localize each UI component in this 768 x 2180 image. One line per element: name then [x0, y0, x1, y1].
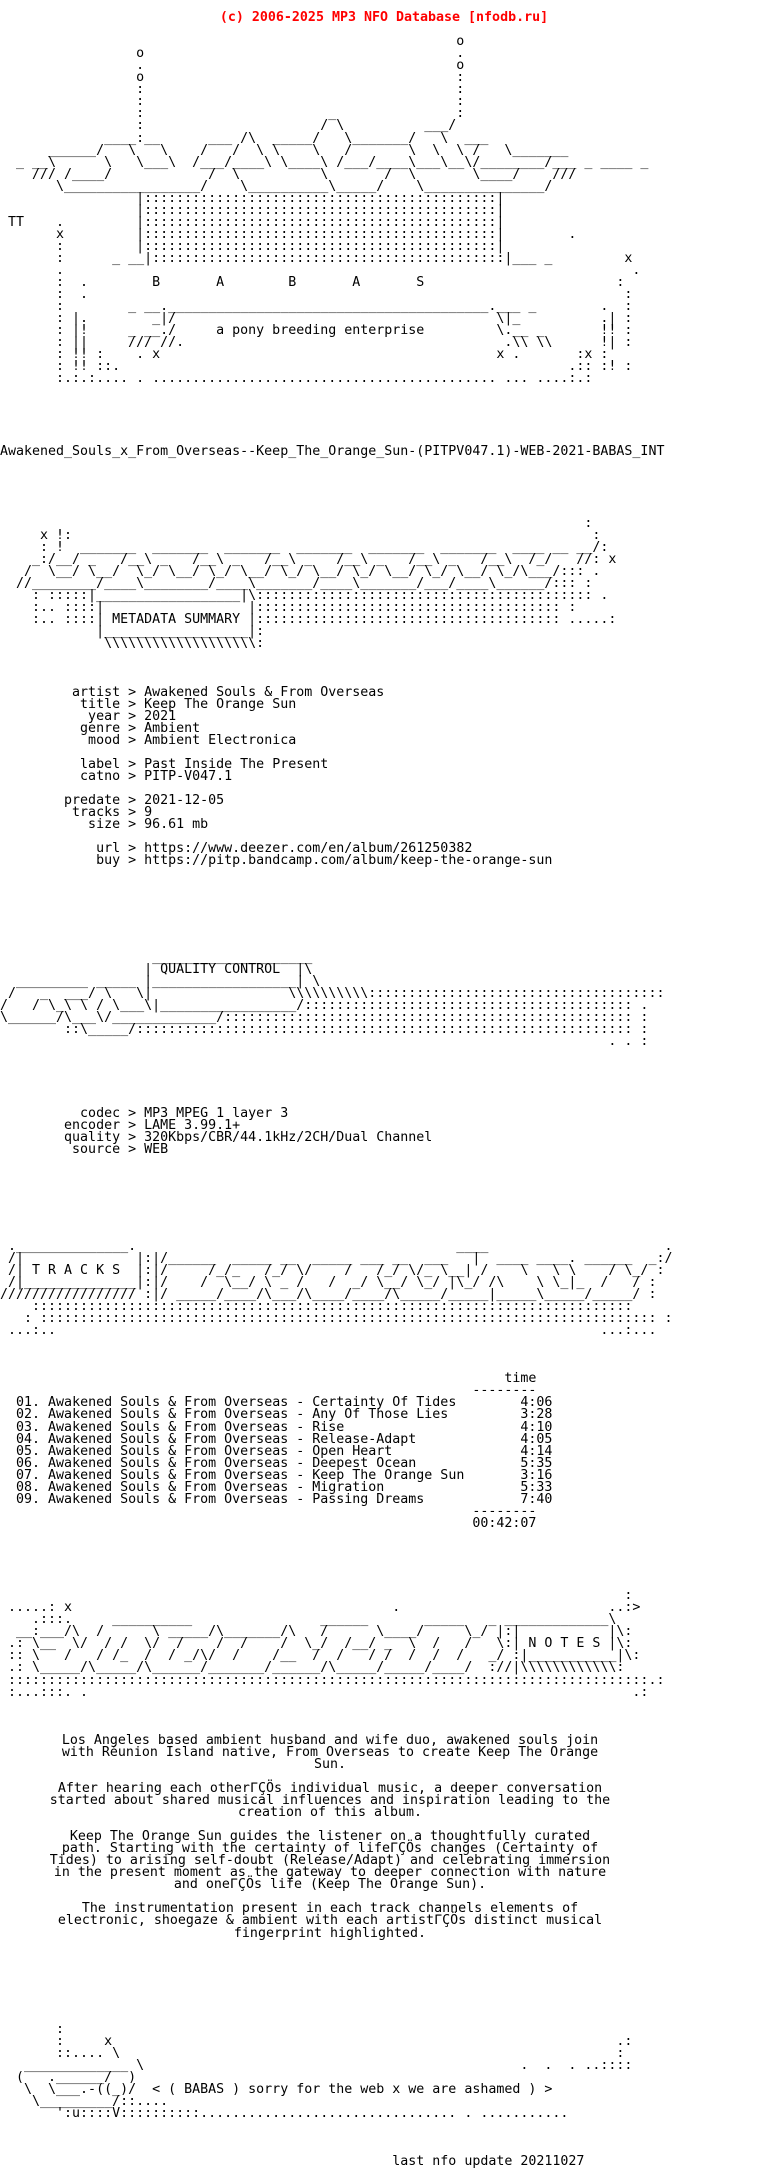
quality-key: quality > — [0, 1130, 145, 1146]
track-title: Awakened Souls & From Overseas - Any Of Those Lies — [48, 1407, 489, 1423]
notes-gap — [0, 1819, 768, 1831]
metadata-summary-banner — [0, 518, 768, 651]
logo-art-line: : : — [0, 94, 465, 110]
tracks-art-line: /|______________|:|/ / \__/ \ _ / / _/ \__/ \_/ |\_/ /\ \ \_|_ / / : — [0, 1274, 657, 1290]
tracks-art-line: .______________. ____ . — [0, 1238, 673, 1254]
metadata-value: https://pitp.bandcamp.com/album/keep-the-orange-sun — [144, 853, 553, 869]
footer-art-line: \_________/::.... — [0, 2094, 169, 2110]
logo-art-line: : _ __.________________________________________.___ _ . : — [0, 299, 633, 315]
logo-art-line: : . : — [0, 287, 633, 303]
track-title: Awakened Souls & From Overseas - Certainty Of Tides — [48, 1395, 489, 1411]
metadata-art-line: :.. ::::| |:::::::::::::::::::::::::::::::::::::: : — [0, 600, 577, 616]
notes-banner — [0, 1590, 768, 1698]
notes-art-line: :...:::. . .: — [0, 1684, 649, 1700]
metadata-art-line: : — [0, 516, 593, 532]
logo-art-line: : |. _|/ \|_ .| : — [0, 311, 633, 327]
tracklist-total-time: 00:42:07 — [0, 1515, 537, 1531]
logo-art-line: o — [0, 34, 465, 50]
track-number: 08. — [0, 1479, 49, 1495]
quality-value: WEB — [144, 1142, 169, 1158]
notes-paragraph: The instrumentation present in each track channels elements of electronic, shoegaze & ambient with each artistΓÇÖs distinct musical fingerprint highlighted. — [57, 1901, 603, 1941]
track-time: 4:05 — [488, 1431, 553, 1447]
track-time: 3:16 — [488, 1467, 553, 1483]
footer-art-line: \ \___.-((_)/ < ( BABAS ) sorry for the web x we are ashamed ) > — [0, 2082, 553, 2098]
tracklist-divider: -------- — [0, 1383, 537, 1399]
logo-art-line: : . B A B A S : — [0, 275, 625, 291]
track-title: Awakened Souls & From Overseas - Migration — [48, 1479, 489, 1495]
logo-art-line: |::::::::::::::::::::::::::::::::::::::::::::| — [0, 202, 505, 218]
metadata-fields — [0, 684, 768, 869]
metadata-value: 2021 — [144, 708, 177, 724]
track-title: Awakened Souls & From Overseas - Open Heart — [48, 1443, 489, 1459]
track-number: 06. — [0, 1455, 49, 1471]
release-name: Awakened_Souls_x_From_Overseas--Keep_The_Orange_Sun-(PITPV047.1)-WEB-2021-BABAS_INT — [0, 443, 665, 459]
logo-art-line: ____:__ ___ /\ _____/ \_______/ \ ___ — [0, 130, 489, 146]
metadata-key: buy > — [0, 853, 145, 869]
tracks-art-line: /| T R A C K S |:|/ /_/_ /_/ \/ / /_/ \/_ \__| / \ \ \ / \_/ : — [0, 1262, 665, 1278]
logo-art-line: : _ : — [0, 106, 465, 122]
metadata-key: artist > — [0, 684, 145, 700]
last-update-text: last nfo update 20211027 — [0, 2154, 585, 2170]
metadata-value: https://www.deezer.com/en/album/261250382 — [144, 841, 473, 857]
logo-art-line: : !! : . x x . :x : — [0, 347, 609, 363]
logo-art-line: : || /// //. .\\ \\ !| : — [0, 335, 633, 351]
logo-art-line: TT . |::::::::::::::::::::::::::::::::::::::::::::| — [0, 214, 505, 230]
logo-art-line: : |! _ __./ a pony breeding enterprise \.__ _ !! : — [0, 323, 633, 339]
track-number: 04. — [0, 1431, 49, 1447]
metadata-key: label > — [0, 756, 145, 772]
quality-key: codec > — [0, 1106, 145, 1122]
metadata-key: mood > — [0, 732, 145, 748]
track-time: 4:14 — [488, 1443, 553, 1459]
quality-fields — [0, 1108, 768, 1156]
metadata-value: 2021-12-05 — [144, 793, 225, 809]
tracklist-divider: -------- — [0, 1503, 537, 1519]
track-title: Awakened Souls & From Overseas - Passing Dreams — [48, 1491, 489, 1507]
logo-art-line: _ __\ \ \___\ /___/____\ \____\ /___/____\___\__\/________/___ _ ____ _ — [0, 154, 649, 170]
metadata-art-line: _:/__/ _ /__\ _ /__\ _ /__\ _ /__\ _ /__\ _ /__\ /_/ //: x — [0, 552, 617, 568]
notes-art-line: : — [0, 1588, 633, 1604]
quality-key: encoder > — [0, 1118, 145, 1134]
metadata-value: Awakened Souls & From Overseas — [144, 684, 385, 700]
logo-art-line: : / \ ___/ — [0, 118, 457, 134]
track-time: 4:10 — [488, 1419, 553, 1435]
notes-art-line: __:___/\ / \ _____/\_______/\ / \____/ \_/ |:| |\: — [0, 1624, 633, 1640]
metadata-row — [0, 819, 768, 831]
tracks-art-line: ::::::::::::::::::::::::::::::::::::::::::::::::::::::::::::::::::::::::::: — [0, 1299, 641, 1315]
nfodb-copyright-header: (c) 2006-2025 MP3 NFO Database [nfodb.ru] — [219, 10, 549, 26]
quality-row — [0, 1144, 768, 1156]
quality-value: LAME 3.99.1+ — [144, 1118, 241, 1134]
metadata-key: catno > — [0, 769, 145, 784]
metadata-art-line: \\\\\\\\\\\\\\\\\\\: — [0, 636, 265, 652]
track-number: 02. — [0, 1407, 49, 1423]
quality-art-line: / / \_\ \ / \___\|_________________/::::::::::::::::::::::::::::::::::::::::: . — [0, 997, 649, 1013]
metadata-key: tracks > — [0, 805, 145, 821]
footer-art-line: ( .______/ ) — [0, 2070, 137, 2086]
quality-art-line: / _ ___/ \ \| \\\\\\\\\\::::::::::::::::::::::::::::::::::::: — [0, 985, 665, 1001]
notes-art-line: .:::. __________ ______ _____ _ _____________\ — [0, 1612, 617, 1628]
footer-art-line: : — [0, 2021, 65, 2037]
metadata-value: Past Inside The Present — [144, 756, 329, 772]
notes-paragraph: Keep The Orange Sun guides the listener on a thoughtfully curated path. Starting with the certainty of lifeΓÇÖs changes (Certainty of Tides) to arising self-doubt (Release/Adapt) and celebrating immersion in the present moment as the gateway to deeper connection with nature and oneΓÇÖs life (Keep The Orange Sun). — [49, 1829, 611, 1893]
notes-paragraph: Los Angeles based ambient husband and wife duo, awakened souls join with Réunion Island native, From Overseas to create Keep The Orange Sun. — [61, 1732, 599, 1772]
metadata-key: predate > — [0, 793, 145, 809]
metadata-row — [0, 732, 768, 748]
track-time: 7:40 — [488, 1491, 553, 1507]
metadata-value: Ambient — [144, 720, 201, 736]
metadata-art-line: : ! _______ _______ _______ _______ _______ _______ ____ __ __/: — [0, 540, 609, 556]
footer-art-line: ::.... \ : — [0, 2045, 625, 2061]
notes-text — [0, 1732, 768, 1941]
metadata-key: year > — [0, 708, 145, 724]
tracklist-time-header: time — [0, 1371, 537, 1387]
quality-control-banner — [0, 949, 768, 1050]
track-number: 09. — [0, 1491, 49, 1507]
logo-art-line: :.:.:.... . ........................................... ... ....:.: — [0, 371, 593, 387]
metadata-key: url > — [0, 841, 145, 857]
babas-logo-ascii-art — [0, 36, 768, 385]
quality-art-line: \______/\___\/_____________/::::::::::::::::::::::::::::::::::::::::::::::::::: : — [0, 1009, 649, 1025]
logo-art-line: . . — [0, 263, 641, 279]
metadata-key: genre > — [0, 720, 145, 736]
footer-art-line: : x .: — [0, 2033, 633, 2049]
track-number: 07. — [0, 1467, 49, 1483]
logo-art-line: : _ __|::::::::::::::::::::::::::::::::::::::::::::|___ _ x — [0, 250, 633, 266]
quality-value: MP3 MPEG 1 layer 3 — [144, 1106, 289, 1122]
quality-art-line: | QUALITY CONTROL |\ — [0, 961, 313, 977]
tracks-art-line: : ::::::::::::::::::::::::::::::::::::::::::::::::::::::::::::::::::::::::::::: : — [0, 1311, 673, 1327]
metadata-key: title > — [0, 696, 145, 712]
footer-ascii-art — [0, 2021, 768, 2122]
logo-art-line: |::::::::::::::::::::::::::::::::::::::::::::| — [0, 190, 505, 206]
track-time: 5:35 — [488, 1455, 553, 1471]
track-time: 3:28 — [488, 1407, 553, 1423]
last-nfo-update — [0, 2156, 768, 2168]
metadata-art-line: //________/____\________/____\_______/____\_______/___/____\______/::: : — [0, 576, 593, 592]
quality-art-line: ____________________ — [0, 949, 321, 965]
notes-art-line: ::::::::::::::::::::::::::::::::::::::::::::::::::::::::::::::::::::::::::::::::.: — [0, 1672, 665, 1688]
track-time: 5:33 — [488, 1479, 553, 1495]
track-title: Awakened Souls & From Overseas - Rise — [48, 1419, 489, 1435]
quality-art-line: ::\_____/:::::::::::::::::::::::::::::::::::::::::::::::::::::::::::::: : — [0, 1021, 649, 1037]
footer-art-line: ':u::::V::::::::::................................ . ........... — [0, 2106, 569, 2122]
metadata-value: PITP-V047.1 — [144, 769, 233, 784]
metadata-art-line: |__________________|: — [0, 624, 265, 640]
logo-art-line: /// /____/ / \ \ / \ \____/ /// — [0, 166, 577, 182]
notes-art-line: .: \_____/\_____/\______/_______/______/\_____/_____/____/ ://|\\\\\\\\\\\\: — [0, 1660, 625, 1676]
tracks-art-line: ...:.. ...:... — [0, 1323, 657, 1339]
logo-art-line: ______/ \ \ / / \ \ \ / \ \ \ / \_______ — [0, 142, 569, 158]
logo-art-line: : |::::::::::::::::::::::::::::::::::::::::::::| — [0, 238, 505, 254]
metadata-value: 96.61 mb — [144, 817, 209, 833]
tracklist — [0, 1373, 768, 1530]
metadata-value: 9 — [144, 805, 153, 821]
metadata-key: size > — [0, 817, 145, 833]
notes-paragraph: After hearing each otherΓÇÖs individual music, a deeper conversation started about shared musical influences and inspiration leading to the creation of this album. — [49, 1780, 611, 1821]
track-title: Awakened Souls & From Overseas - Release-Adapt — [48, 1431, 489, 1447]
tracks-banner — [0, 1238, 768, 1339]
track-title: Awakened Souls & From Overseas - Keep The Orange Sun — [48, 1467, 489, 1483]
notes-art-line: :: \ / / /_ / / _/\/ / /__ / / / / / / / _/ :|___________|\: — [0, 1648, 641, 1664]
logo-art-line: o : — [0, 70, 465, 86]
tracks-art-line: ///////////////// :|/ _____/____/\___/\____/____/\_____/_____|_____\_____/_____/ : — [0, 1287, 657, 1303]
metadata-row — [0, 771, 768, 783]
logo-art-line: : : — [0, 82, 465, 98]
metadata-value: Keep The Orange Sun — [144, 696, 297, 712]
quality-art-line: _________ _____ |__________________| \ — [0, 973, 321, 989]
logo-art-line: x |::::::::::::::::::::::::::::::::::::::::::::| . — [0, 226, 577, 242]
track-time: 4:06 — [488, 1395, 553, 1411]
logo-art-line: o . — [0, 46, 465, 62]
quality-key: source > — [0, 1142, 145, 1158]
track-title: Awakened Souls & From Overseas - Deepest Ocean — [48, 1455, 489, 1471]
metadata-art-line: / \__/ \__/ \_/ \__/ \_/ \__/ \_/ \__/ \_/ \__/ \_/ \__/ \_/\___/::: . — [0, 564, 601, 580]
metadata-art-line: : :::::|__________________|\:::::::::::::::::::::::::::::::::::::::::: . — [0, 588, 609, 604]
tracks-art-line: /| |:|/______ _____ __ _____ ___ __ ___ | ____ ____. ______ _:/ — [0, 1250, 673, 1266]
quality-art-line: . . : — [0, 1034, 649, 1050]
notes-art-line: .....: x . ..:> — [0, 1600, 641, 1616]
notes-gap — [0, 1891, 768, 1903]
logo-art-line: : !! ::. .:: :! : — [0, 359, 633, 375]
metadata-art-line: :.. ::::| METADATA SUMMARY |:::::::::::::::::::::::::::::::::::::: .....: — [0, 612, 617, 628]
footer-art-line: _____________ \ . . . ..:::: — [0, 2058, 633, 2074]
metadata-row — [0, 855, 768, 867]
track-number: 03. — [0, 1419, 49, 1435]
logo-art-line: . o — [0, 58, 465, 74]
track-number: 05. — [0, 1443, 49, 1459]
metadata-art-line: x !: : — [0, 528, 601, 544]
track-number: 01. — [0, 1395, 49, 1411]
metadata-value: Ambient Electronica — [144, 732, 297, 748]
quality-value: 320Kbps/CBR/44.1kHz/2CH/Dual Channel — [144, 1130, 433, 1146]
logo-art-line: \_________________/ \__________\_____/ \_______________/ — [0, 178, 553, 194]
notes-art-line: .: \__ \/ / / \/ / / / / \_/ /__/ _ \ / / \:| N O T E S |\: — [0, 1636, 633, 1652]
